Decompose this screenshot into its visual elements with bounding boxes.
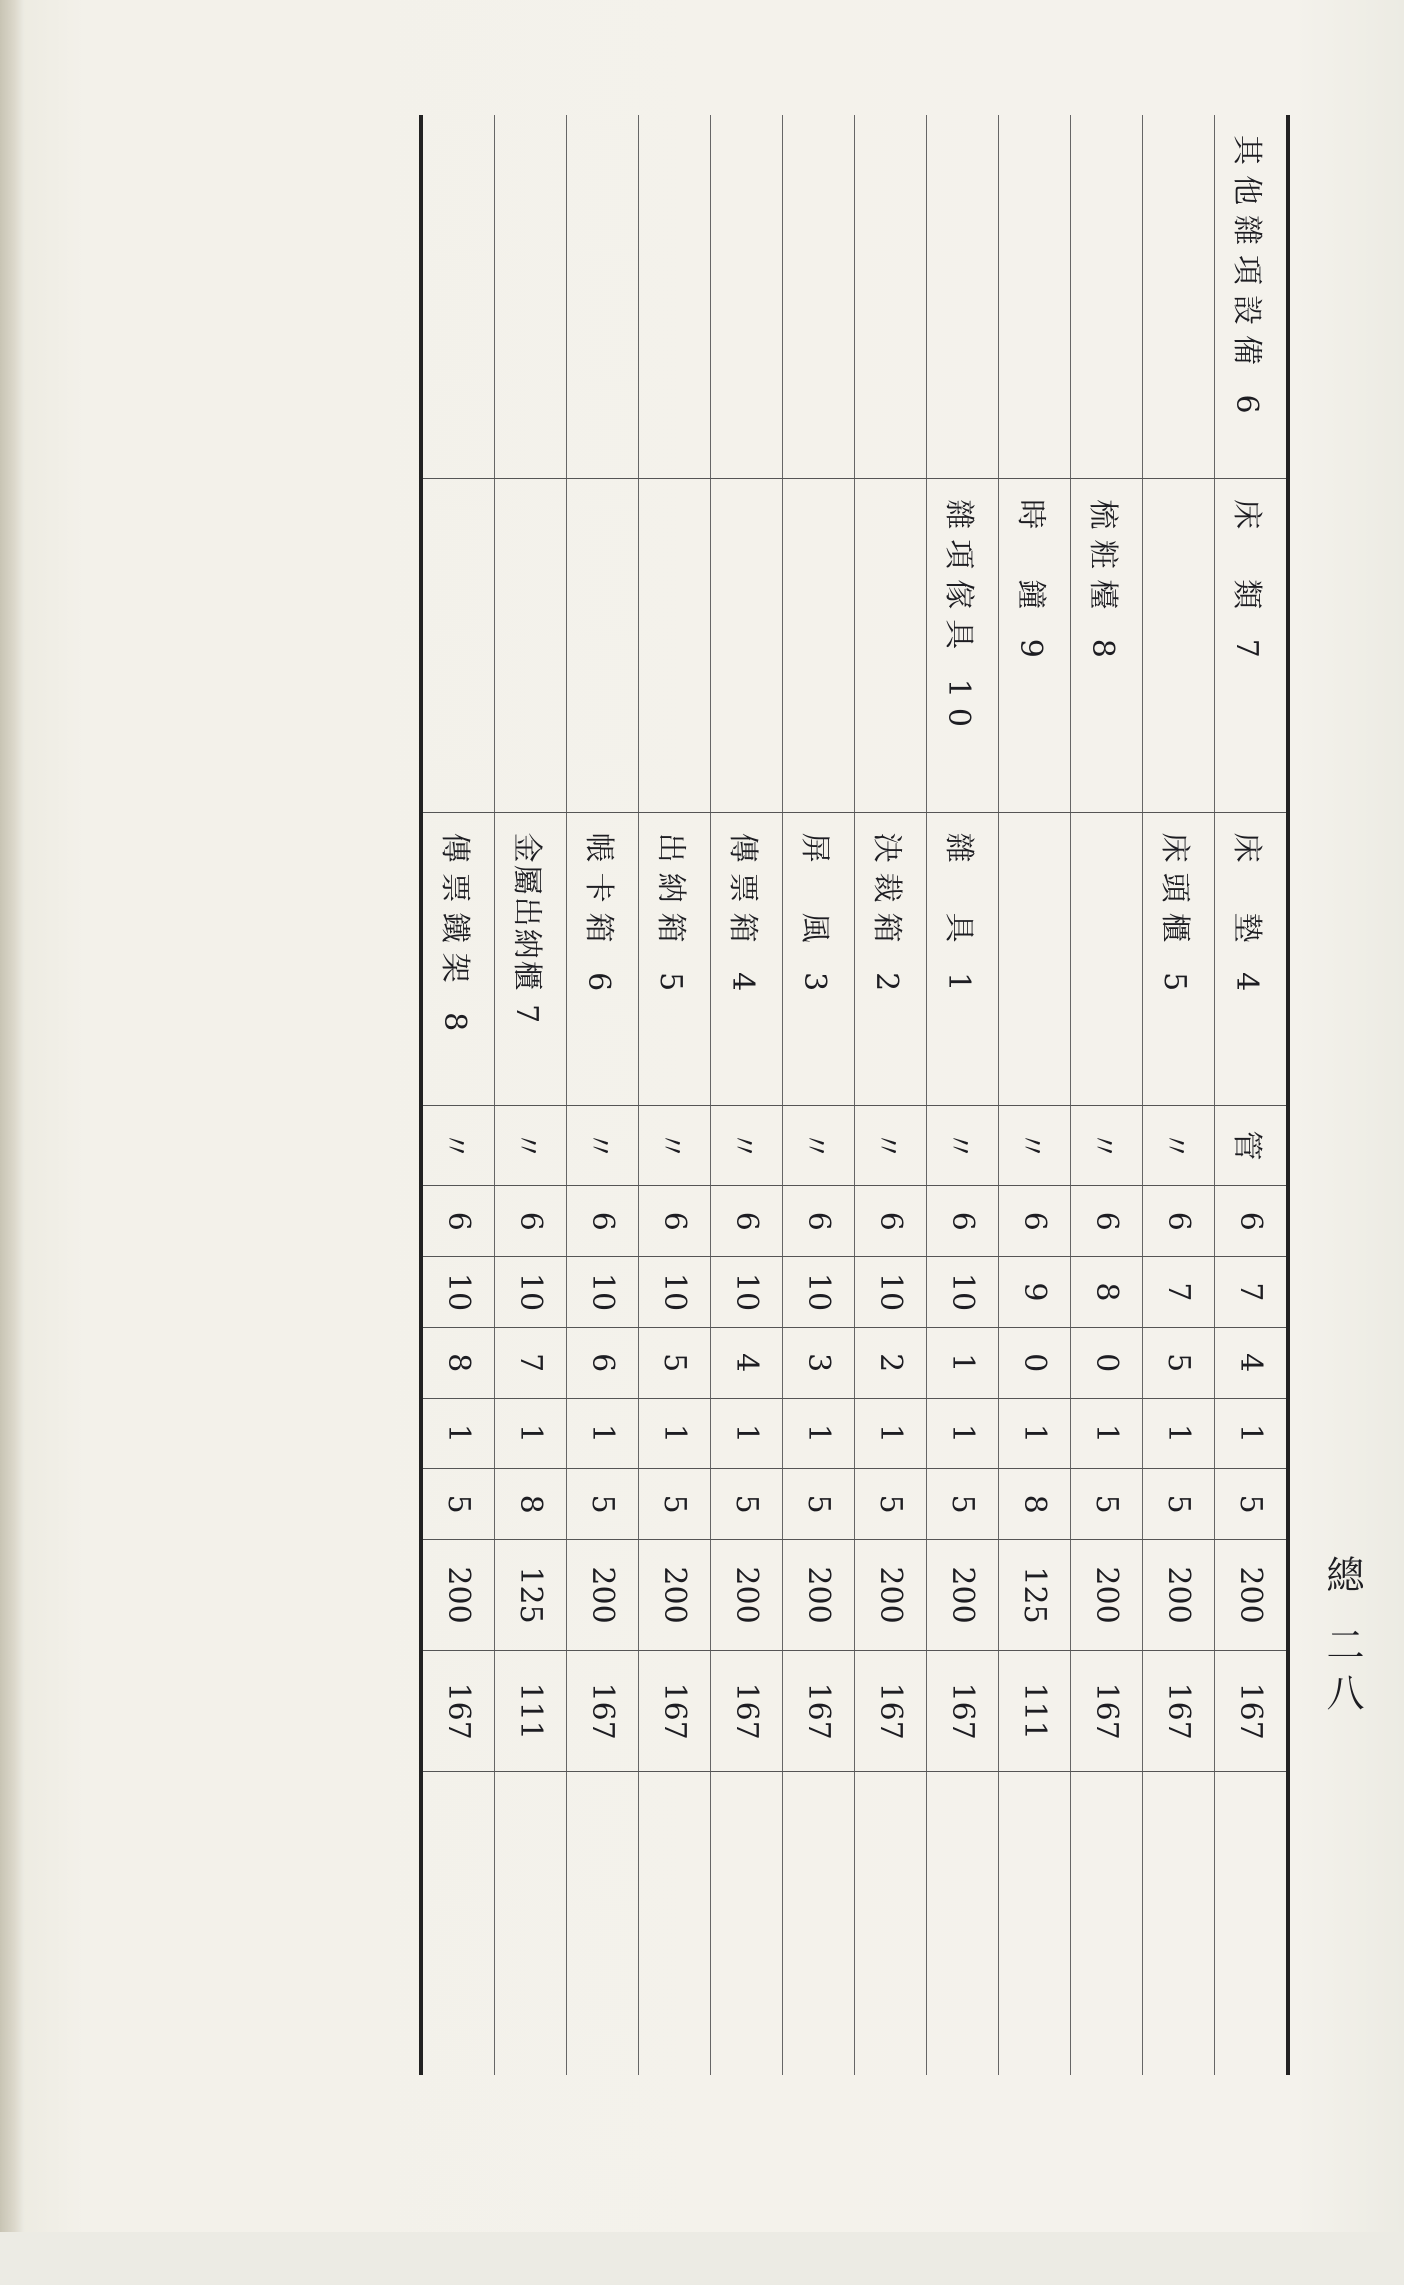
category-cell: [639, 115, 711, 479]
code-cell: 6: [927, 1186, 999, 1257]
category-cell: [421, 115, 495, 479]
item-cell: 傳票箱 4: [711, 812, 783, 1105]
class-cell: [495, 479, 567, 812]
code-cell: 1: [999, 1398, 1071, 1469]
table-row: [1143, 115, 1215, 2075]
rate-cell: 125: [495, 1539, 567, 1650]
table-row: [1071, 115, 1143, 2075]
empty-cell: [1215, 1772, 1289, 2075]
code-cell: 3: [783, 1327, 855, 1398]
code-cell: 6: [855, 1186, 927, 1257]
empty-cell: [639, 1772, 711, 2075]
rate-cell: 167: [1143, 1651, 1215, 1772]
code-cell: 1: [639, 1398, 711, 1469]
code-cell: 6: [999, 1186, 1071, 1257]
code-cell: 1: [927, 1398, 999, 1469]
table-row: [1215, 115, 1289, 2075]
item-cell: 帳卡箱 6: [567, 812, 639, 1105]
class-cell: [1143, 479, 1215, 812]
class-cell: 梳粧檯 8: [1071, 479, 1143, 812]
page-bottom-margin: [0, 2232, 1404, 2285]
code-cell: 10: [783, 1257, 855, 1328]
code-cell: 1: [711, 1398, 783, 1469]
category-cell: [783, 115, 855, 479]
life-cell: 5: [1143, 1469, 1215, 1540]
category-cell: [927, 115, 999, 479]
code-cell: 10: [421, 1257, 495, 1328]
item-cell: 雜 具 1: [927, 812, 999, 1105]
rate-cell: 167: [855, 1651, 927, 1772]
empty-cell: [1071, 1772, 1143, 2075]
item-cell: 床 墊 4: [1215, 812, 1289, 1105]
code-cell: 6: [1071, 1186, 1143, 1257]
life-cell: 5: [927, 1469, 999, 1540]
code-cell: 1: [1143, 1398, 1215, 1469]
rate-cell: 167: [421, 1651, 495, 1772]
code-cell: 2: [855, 1327, 927, 1398]
code-cell: 6: [567, 1186, 639, 1257]
table-row: [421, 115, 495, 2075]
empty-cell: [567, 1772, 639, 2075]
code-cell: 10: [711, 1257, 783, 1328]
code-cell: 5: [1143, 1327, 1215, 1398]
empty-cell: [999, 1772, 1071, 2075]
code-cell: 6: [495, 1186, 567, 1257]
life-cell: 8: [999, 1469, 1071, 1540]
code-cell: 6: [1215, 1186, 1289, 1257]
category-cell: 其他雜項設備 6: [1229, 135, 1265, 424]
category-cell: [711, 115, 783, 479]
unit-cell: 〃: [927, 1105, 999, 1186]
class-cell: [421, 479, 495, 812]
code-cell: 7: [1143, 1257, 1215, 1328]
code-cell: 1: [1215, 1398, 1289, 1469]
code-cell: 6: [783, 1186, 855, 1257]
empty-cell: [783, 1772, 855, 2075]
rate-cell: 167: [1071, 1651, 1143, 1772]
code-cell: 6: [711, 1186, 783, 1257]
table-row: [855, 115, 927, 2075]
rate-cell: 200: [421, 1539, 495, 1650]
table-row: [927, 115, 999, 2075]
code-cell: 6: [567, 1327, 639, 1398]
life-cell: 8: [495, 1469, 567, 1540]
rate-cell: 167: [567, 1651, 639, 1772]
code-cell: 7: [1215, 1257, 1289, 1328]
code-cell: 8: [1071, 1257, 1143, 1328]
page-binding-edge: [0, 0, 24, 2285]
life-cell: 5: [567, 1469, 639, 1540]
rate-cell: 167: [1215, 1651, 1289, 1772]
unit-cell: 〃: [1143, 1105, 1215, 1186]
code-cell: 1: [421, 1398, 495, 1469]
code-cell: 6: [639, 1186, 711, 1257]
table-row: [567, 115, 639, 2075]
table-row: [999, 115, 1071, 2075]
rate-cell: 167: [639, 1651, 711, 1772]
unit-cell: 〃: [1071, 1105, 1143, 1186]
empty-cell: [421, 1772, 495, 2075]
life-cell: 5: [711, 1469, 783, 1540]
table-row: [711, 115, 783, 2075]
life-cell: 5: [855, 1469, 927, 1540]
item-cell: 出納箱 5: [639, 812, 711, 1105]
unit-cell: 〃: [999, 1105, 1071, 1186]
unit-cell: 〃: [421, 1105, 495, 1186]
equipment-code-table: [30, 115, 1290, 2075]
code-cell: 6: [421, 1186, 495, 1257]
code-cell: 4: [711, 1327, 783, 1398]
rate-cell: 200: [567, 1539, 639, 1650]
code-table: [419, 115, 1290, 2075]
code-cell: 10: [495, 1257, 567, 1328]
class-cell: [711, 479, 783, 812]
rate-cell: 167: [783, 1651, 855, 1772]
code-cell: 10: [567, 1257, 639, 1328]
code-cell: 4: [1215, 1327, 1289, 1398]
code-cell: 6: [1143, 1186, 1215, 1257]
item-cell: 屏 風 3: [783, 812, 855, 1105]
empty-cell: [1143, 1772, 1215, 2075]
code-cell: 1: [783, 1398, 855, 1469]
item-cell: 床頭櫃 5: [1143, 812, 1215, 1105]
unit-cell: 〃: [495, 1105, 567, 1186]
class-cell: 床 類 7: [1215, 479, 1289, 812]
item-cell: [1071, 812, 1143, 1105]
code-cell: 1: [927, 1327, 999, 1398]
life-cell: 5: [1215, 1469, 1289, 1540]
unit-cell: 〃: [855, 1105, 927, 1186]
table-row: [495, 115, 567, 2075]
table-row: [639, 115, 711, 2075]
rate-cell: 200: [1071, 1539, 1143, 1650]
life-cell: 5: [421, 1469, 495, 1540]
item-cell: 傳票鐵架 8: [421, 812, 495, 1105]
rate-cell: 167: [711, 1651, 783, 1772]
table-row: [783, 115, 855, 2075]
code-cell: 1: [567, 1398, 639, 1469]
category-cell: [999, 115, 1071, 479]
item-cell: 決裁箱 2: [855, 812, 927, 1105]
unit-cell: 管: [1215, 1105, 1289, 1186]
rate-cell: 111: [495, 1651, 567, 1772]
item-cell: 金屬出納櫃 7: [495, 812, 567, 1105]
rate-cell: 200: [711, 1539, 783, 1650]
empty-cell: [927, 1772, 999, 2075]
class-cell: 雜項傢具 10: [927, 479, 999, 812]
rate-cell: 167: [927, 1651, 999, 1772]
class-cell: 時 鐘 9: [999, 479, 1071, 812]
empty-cell: [711, 1772, 783, 2075]
rate-cell: 125: [999, 1539, 1071, 1650]
class-cell: [783, 479, 855, 812]
rate-cell: 200: [1143, 1539, 1215, 1650]
empty-cell: [855, 1772, 927, 2075]
class-cell: [855, 479, 927, 812]
code-cell: 8: [421, 1327, 495, 1398]
page-number: 總 二八: [1320, 1555, 1364, 1722]
life-cell: 5: [1071, 1469, 1143, 1540]
life-cell: 5: [783, 1469, 855, 1540]
category-cell: [1071, 115, 1143, 479]
empty-cell: [495, 1772, 567, 2075]
code-cell: 10: [927, 1257, 999, 1328]
category-cell: [495, 115, 567, 479]
code-cell: 7: [495, 1327, 567, 1398]
rate-cell: 200: [927, 1539, 999, 1650]
category-cell: [567, 115, 639, 479]
code-cell: 10: [639, 1257, 711, 1328]
unit-cell: 〃: [639, 1105, 711, 1186]
unit-cell: 〃: [567, 1105, 639, 1186]
code-cell: 1: [1071, 1398, 1143, 1469]
code-cell: 0: [1071, 1327, 1143, 1398]
code-cell: 1: [855, 1398, 927, 1469]
class-cell: [567, 479, 639, 812]
code-cell: 9: [999, 1257, 1071, 1328]
category-cell: [1143, 115, 1215, 479]
rate-cell: 200: [855, 1539, 927, 1650]
category-cell: [855, 115, 927, 479]
unit-cell: 〃: [783, 1105, 855, 1186]
code-cell: 0: [999, 1327, 1071, 1398]
class-cell: [639, 479, 711, 812]
code-cell: 5: [639, 1327, 711, 1398]
item-cell: [999, 812, 1071, 1105]
unit-cell: 〃: [711, 1105, 783, 1186]
rate-cell: 200: [783, 1539, 855, 1650]
rate-cell: 200: [639, 1539, 711, 1650]
rate-cell: 111: [999, 1651, 1071, 1772]
life-cell: 5: [639, 1469, 711, 1540]
code-cell: 1: [495, 1398, 567, 1469]
rate-cell: 200: [1215, 1539, 1289, 1650]
code-cell: 10: [855, 1257, 927, 1328]
